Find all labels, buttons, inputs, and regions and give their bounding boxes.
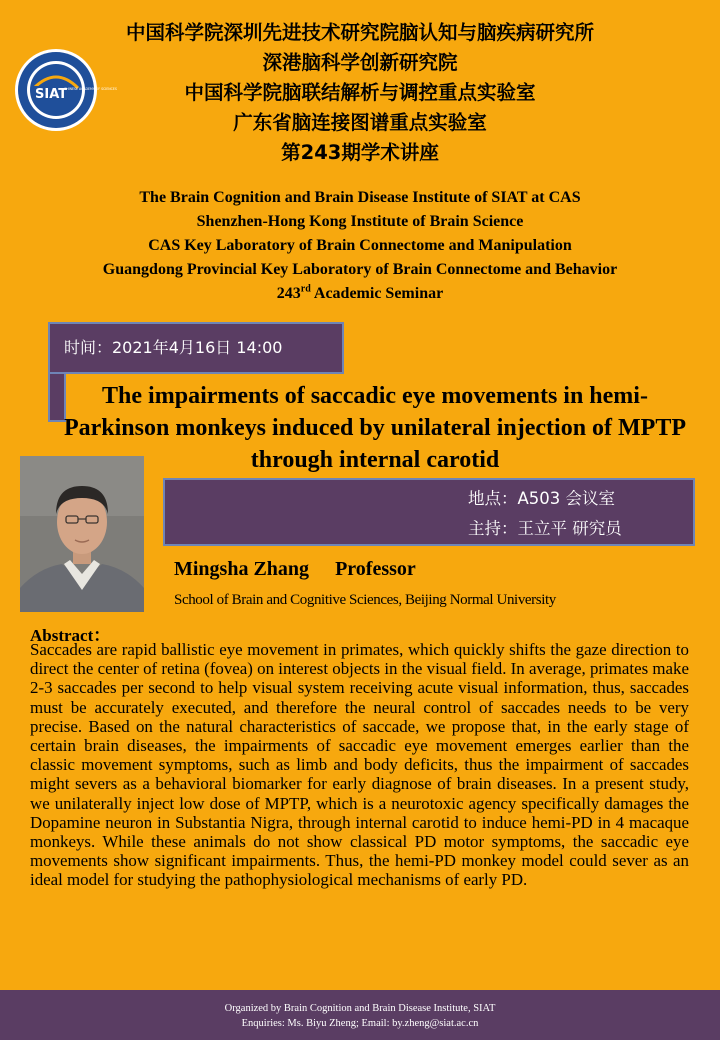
location-text: 地点：A503 会议室 [468, 489, 616, 508]
speaker-heading [174, 558, 416, 581]
footer-organizer: Organized by Brain Cognition and Brain Disease Institute, SIAT [224, 1003, 496, 1014]
location-host-lines [468, 484, 622, 544]
cn-title-line: 深港脑科学创新研究院 [262, 51, 458, 74]
en-title-line: Shenzhen-Hong Kong Institute of Brain Science [196, 213, 524, 230]
talk-title: The impairments of saccadic eye movements in hemi-Parkinson monkeys induced by unilateral injection of MPTP through internal carotid [63, 383, 687, 473]
abstract-text: Saccades are rapid ballistic eye movement in primates, which quickly shifts the gaze direction to direct the center of retina (fovea) on interest objects in the visual field. In average, primates make 2-3 saccades per second to help visual system receiving acute visual information, thus, saccades must be accurately executed, and therefore the neural control of saccades needs to be very precise. Based on the natural characteristics of saccade, we propose that, in the early stage of certain brain diseases, the impairments of saccadic eye movement emerges earlier than the classic movement symptoms, such as limb and body deficits, thus the impairment of saccades might severs as a behavioral biomarker for early diagnose of brain diseases. In a present study, we unilaterally inject low dose of MPTP, which is a neurotoxic agency specifically damages the Dopamine neuron in Substantia Nigra, through internal carotid to induce hemi-PD in 4 macaque monkeys. While these animals do not show classical PD motor symptoms, the saccadic eye movements show significant impairments. Thus, the hemi-PD monkey model could sever as an ideal model for studying the pathophysiological mechanisms of early PD. [30, 640, 689, 890]
seminar-suffix: rd [300, 283, 311, 295]
cn-title-line: 中国科学院深圳先进技术研究院脑认知与脑疾病研究所 [125, 21, 594, 44]
cn-title-line: 广东省脑连接图谱重点实验室 [233, 111, 487, 134]
siat-logo-subtitle: CHINESE ACADEMY OF SCIENCES [64, 87, 117, 91]
speaker-affiliation: School of Brain and Cognitive Sciences, Beijing Normal University [174, 592, 556, 608]
siat-logo-text: SIAT [35, 87, 68, 102]
seminar-text: Academic Seminar [310, 285, 444, 302]
en-seminar-line [0, 282, 720, 306]
english-institute-titles [0, 186, 720, 306]
en-title-line: CAS Key Laboratory of Brain Connectome and Manipulation [148, 237, 572, 254]
cn-seminar-number: 第243期学术讲座 [281, 141, 439, 164]
seminar-number: 243 [276, 285, 301, 302]
speaker-photo [20, 456, 144, 612]
host-text: 主持：王立平 研究员 [468, 519, 622, 538]
cn-title-line: 中国科学院脑联结解析与调控重点实验室 [184, 81, 536, 104]
en-title-line: The Brain Cognition and Brain Disease Institute of SIAT at CAS [139, 189, 581, 206]
en-title-line: Guangdong Provincial Key Laboratory of Brain Connectome and Behavior [102, 261, 618, 278]
footer-enquiries: Enquiries: Ms. Biyu Zheng; Email: by.zheng@siat.ac.cn [241, 1018, 479, 1029]
chinese-institute-titles [60, 18, 660, 168]
time-text: 时间：2021年4月16日 14:00 [64, 338, 283, 357]
time-box [48, 322, 344, 374]
speaker-title: Professor [335, 558, 416, 580]
footer [0, 990, 720, 1040]
abstract-label: Abstract： [30, 626, 111, 645]
speaker-name: Mingsha Zhang [174, 558, 310, 580]
